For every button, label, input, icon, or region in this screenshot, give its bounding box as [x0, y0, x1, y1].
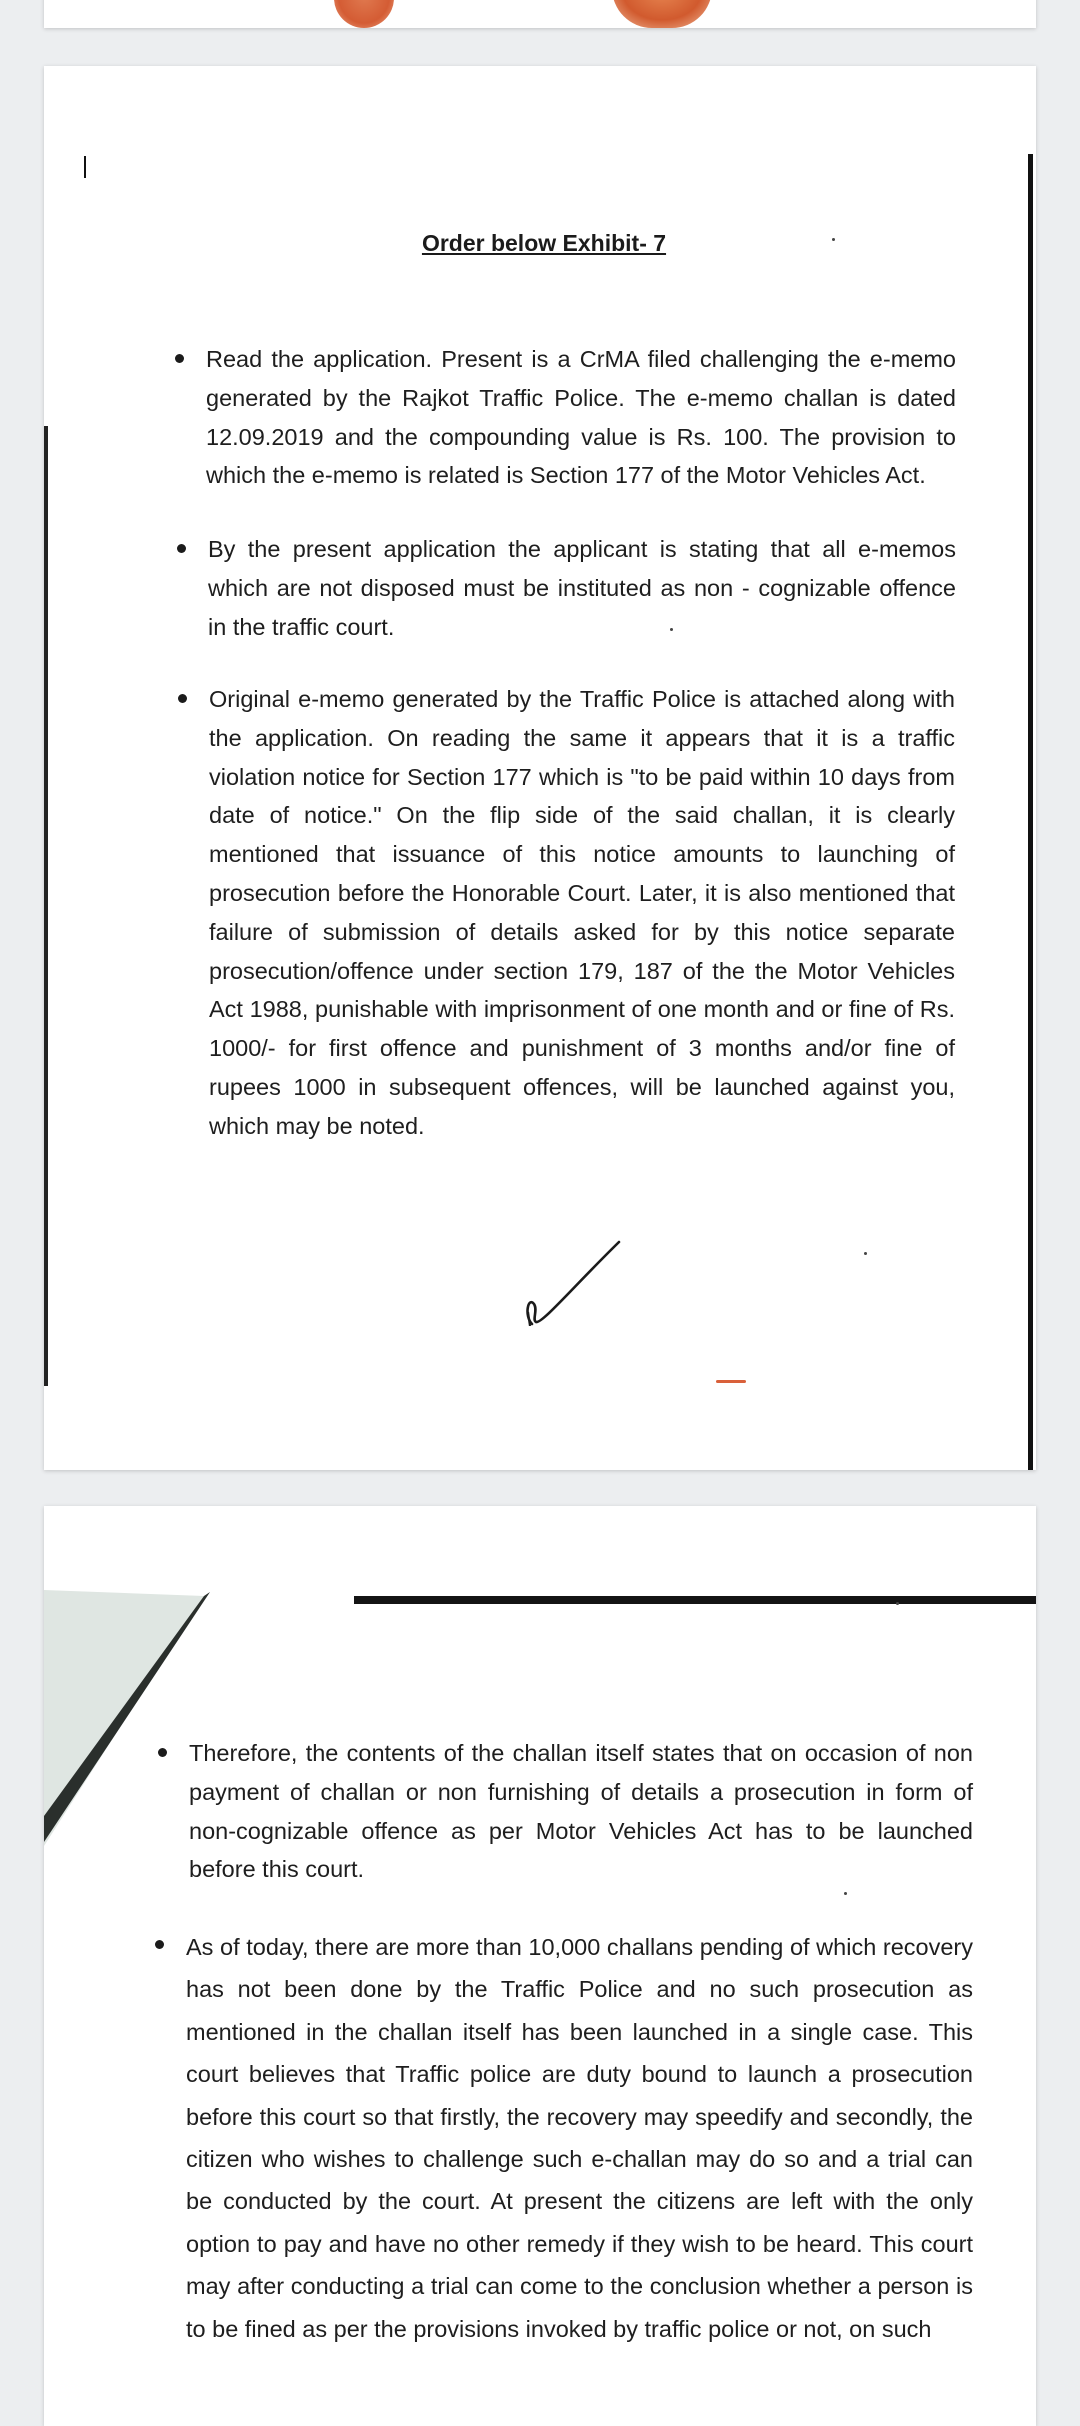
scan-speck — [832, 238, 835, 241]
paragraph-text: As of today, there are more than 10,000 challans pending of which recovery has not been done by the Traffic Police and no such prosecution as mentioned in the challan itself has been launched in a single case. This court believes that Traffic police are duty bound to launch a prosecution before this court so that firstly, the recovery may speedify and secondly, the citizen who wishes to challenge such e-challan may do so and a trial can be conducted by the court. At present the citizens are left with the only option to pay and have no other remedy if they wish to be heard. This court may after conducting a trial can come to the conclusion whether a person is to be fined as per the provisions invoked by traffic police or not, on such — [186, 1934, 973, 2342]
signature-mark — [484, 1226, 634, 1326]
bullet-icon — [178, 694, 187, 703]
thumb-photo-fragment — [334, 0, 394, 28]
order-title: Order below Exhibit- 7 — [421, 230, 667, 256]
scan-speck — [896, 1602, 899, 1605]
document-page-1[interactable] — [44, 66, 1036, 1470]
order-paragraph — [209, 680, 955, 1146]
order-paragraph — [206, 340, 956, 495]
scan-shadow-edge — [44, 426, 48, 1386]
scan-speck — [670, 628, 673, 631]
bullet-icon — [155, 1940, 164, 1949]
scan-speck — [864, 1252, 867, 1255]
order-paragraph — [208, 530, 956, 646]
scan-mark — [84, 156, 86, 178]
thumb-photo-fragment — [612, 0, 712, 28]
previous-page-sliver — [44, 0, 1036, 28]
scan-speck — [844, 1892, 847, 1895]
bullet-icon — [158, 1748, 167, 1757]
paragraph-text: Read the application. Present is a CrMA filed challenging the e-memo generated by the Rajkot Traffic Police. The e-memo challan is dated 12.09.2019 and the compounding value is Rs. 100. The provision to which the e-memo is related is Section 177 of the Motor Vehicles Act. — [206, 346, 956, 489]
paragraph-text: By the present application the applicant is stating that all e-memos which are not disposed must be instituted as non - cognizable offence in the traffic court. — [208, 536, 956, 640]
order-paragraph — [186, 1926, 973, 2350]
ink-speck — [716, 1380, 746, 1383]
paragraph-text: Original e-memo generated by the Traffic Police is attached along with the application. On reading the same it appears that it is a traffic violation notice for Section 177 which is "to be paid within 10 days from date of notice." On the flip side of the said challan, it is clearly mentioned that issuance of this notice amounts to launching of prosecution before the Honorable Court. Later, it is also mentioned that failure of submission of details asked for by this notice separate prosecution/offence under section 179, 187 of the the Motor Vehicles Act 1988, punishable with imprisonment of one month and or fine of Rs. 1000/- for first offence and punishment of 3 months and/or fine of rupees 1000 in subsequent offences, will be launched against you, which may be noted. — [209, 686, 955, 1139]
order-paragraph — [189, 1734, 973, 1889]
paragraph-text: Therefore, the contents of the challan itself states that on occasion of non payment of challan or non furnishing of details a prosecution in form of non-cognizable offence as per Motor Vehicles Act has to be launched before this court. — [189, 1740, 973, 1883]
scan-shadow-edge — [1028, 154, 1033, 1470]
bullet-icon — [175, 354, 184, 363]
document-page-2[interactable] — [44, 1506, 1036, 2426]
bullet-icon — [177, 544, 186, 553]
